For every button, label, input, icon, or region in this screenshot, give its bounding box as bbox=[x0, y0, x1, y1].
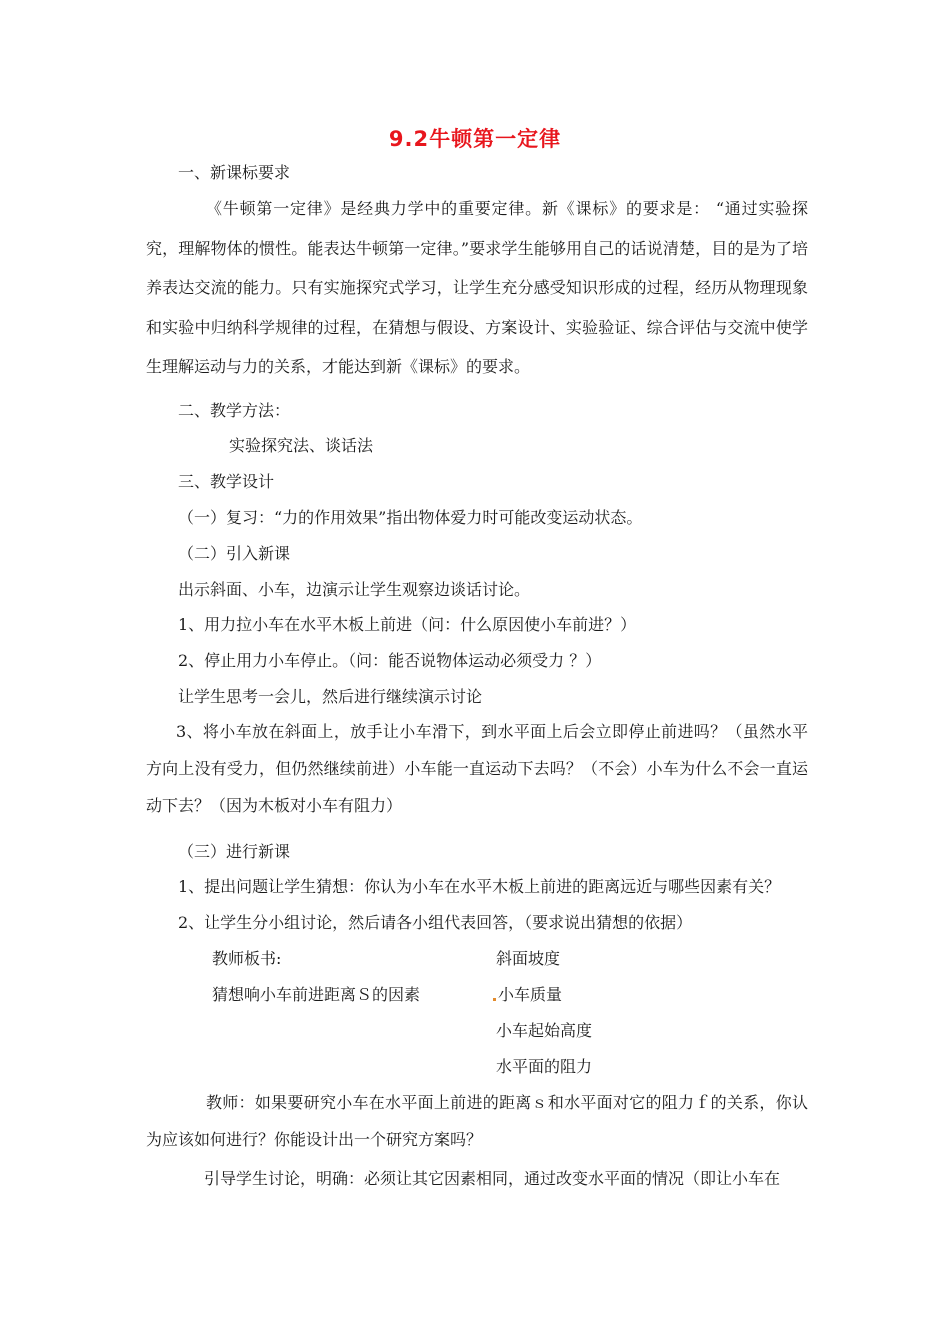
section1-heading: 一、新课标要求 bbox=[178, 163, 291, 182]
page-title: 9.2牛顿第一定律 bbox=[388, 127, 562, 151]
new-lesson-heading: （三）进行新课 bbox=[178, 842, 291, 861]
factor-item: 水平面的阻力 bbox=[496, 1057, 593, 1076]
section2-content: 实验探究法、谈话法 bbox=[229, 436, 374, 455]
factor-item: 斜面坡度 bbox=[496, 949, 561, 968]
new-step-1: 1、提出问题让学生猜想：你认为小车在水平木板上前进的距离远近与哪些因素有关？ bbox=[178, 877, 781, 896]
step-1: 1、用力拉小车在水平木板上前进（问：什么原因使小车前进？） bbox=[178, 615, 637, 634]
step-3: 3、将小车放在斜面上，放手让小车滑下，到水平面上后会立即停止前进吗？（虽然水平方向上没有受力，但仍然继续前进）小车能一直运动下去吗？（不会）小车为什么不会一直运动下去？（因为木板对小车有阻力） bbox=[146, 722, 808, 815]
step-2: 2、停止用力小车停止。（问：能否说物体运动必须受力 ？） bbox=[178, 651, 602, 670]
guide-line: 引导学生讨论，明确：必须让其它因素相同，通过改变水平面的情况（即让小车在 bbox=[204, 1169, 781, 1188]
new-step-2: 2、让学生分小组讨论，然后请各小组代表回答，（要求说出猜想的依据） bbox=[178, 913, 693, 932]
section1-paragraph: 《牛顿第一定律》是经典力学中的重要定律。新《课标》的要求是： “通过实验探究，理解物体的惯性。能表达牛顿第一定律。”要求学生能够用自己的话说清楚，目的是为了培养表达交流的能力。只有实施探究式学习，让学生充分感受知识形成的过程，经历从物理现象和实验中归纳科学规律的过程，在猜想与假设、方案设计、实验验证、综合评估与交流中使学生理解运动与力的关系，才能达到新《课标》的要求。 bbox=[146, 199, 808, 376]
section3-heading: 三、教学设计 bbox=[178, 472, 275, 491]
board-caption: 猜想响小车前进距离Ｓ的因素 bbox=[212, 985, 421, 1004]
section2-heading: 二、教学方法： bbox=[178, 401, 291, 420]
teacher-paragraph: 教师：如果要研究小车在水平面上前进的距离ｓ和水平面对它的阻力ｆ的关系，你认为应该如何进行？你能设计出一个研究方案吗？ bbox=[146, 1093, 808, 1149]
factor-item: 小车质量 bbox=[498, 985, 563, 1004]
intro-heading: （二）引入新课 bbox=[178, 544, 291, 563]
board-label: 教师板书: bbox=[212, 949, 282, 968]
think-line: 让学生思考一会儿，然后进行继续演示讨论 bbox=[178, 687, 483, 706]
intro-line: 出示斜面、小车，边演示让学生观察边谈话讨论。 bbox=[178, 580, 531, 599]
marker-dot bbox=[493, 998, 496, 1001]
factor-item: 小车起始高度 bbox=[496, 1021, 593, 1040]
review-line: （一）复习：“力的作用效果”指出物体爱力时可能改变运动状态。 bbox=[178, 508, 643, 527]
